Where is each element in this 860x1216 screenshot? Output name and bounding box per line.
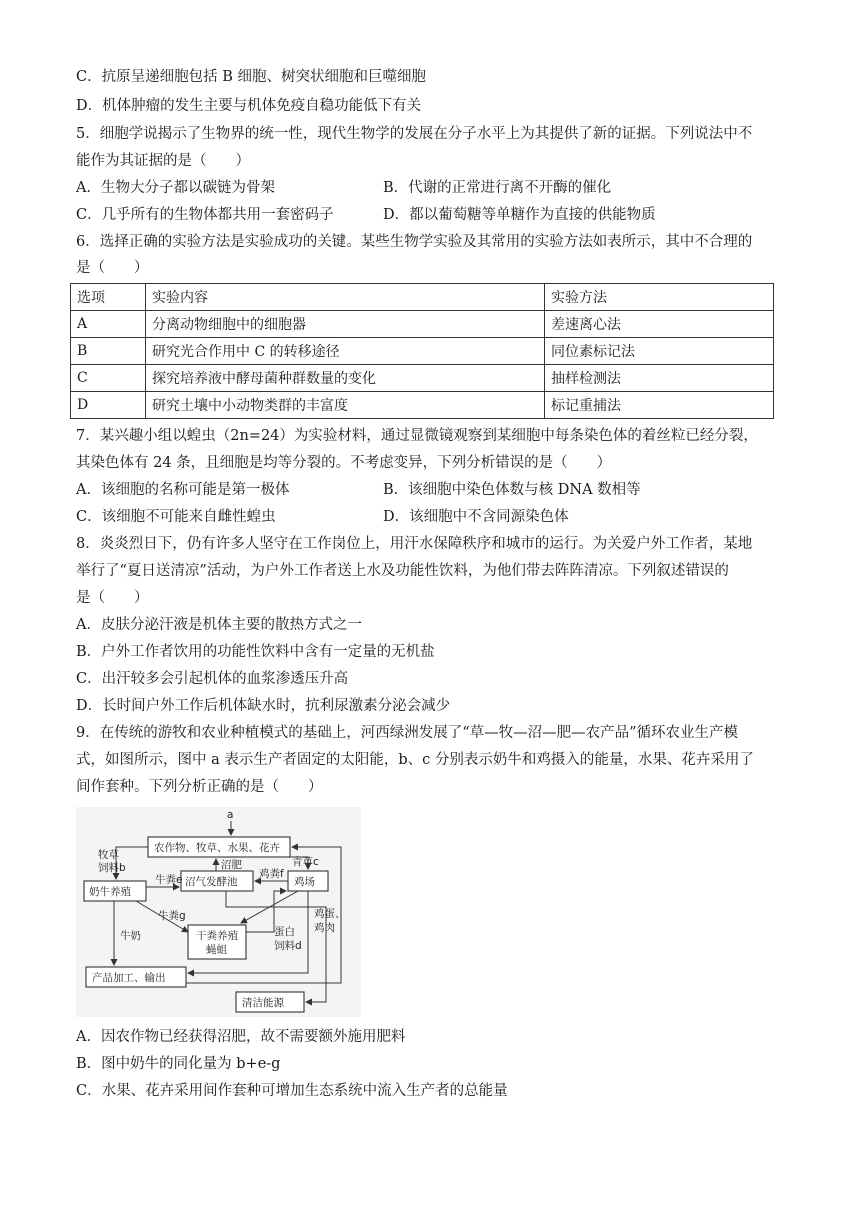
protein-label: 蛋白	[274, 926, 295, 938]
q4-option-d: D．机体肿瘤的发生主要与机体免疫自稳功能低下有关	[76, 98, 422, 114]
q6-stem-1: 6．选择正确的实验方法是实验成功的关键。某些生物学实验及其常用的实验方法如表所示，其中不合理的	[76, 234, 753, 250]
q8-stem-2: 举行了“夏日送清凉”活动，为户外工作者送上水及功能性饮料，为他们带去阵阵清凉。下列叙述错误的	[76, 563, 729, 579]
q7-option-b: B．该细胞中染色体数与核 DNA 数相等	[383, 482, 641, 498]
table-cell: 差速离心法	[545, 311, 774, 338]
dairy-label: 奶牛养殖	[89, 886, 131, 898]
circular-agriculture-diagram	[76, 807, 361, 1017]
energy-label: 清洁能源	[242, 997, 284, 1009]
dung-e-label: 牛粪e	[155, 874, 183, 886]
q9-stem-1: 9．在传统的游牧和农业种植模式的基础上，河西绿洲发展了“草—牧—沼—肥—农产品”循环农业生产模	[76, 725, 739, 741]
q5-option-b: B．代谢的正常进行离不开酶的催化	[383, 180, 612, 196]
q9-option-b: B．图中奶牛的同化量为 b+e-g	[76, 1056, 281, 1072]
q7-option-a: A．该细胞的名称可能是第一极体	[76, 482, 290, 498]
q9-stem-2: 式，如图所示，图中 a 表示生产者固定的太阳能，b、c 分别表示奶牛和鸡摄入的能量，水果、花卉采用了	[76, 752, 754, 768]
table-cell: 研究光合作用中 C 的转移途径	[146, 338, 545, 365]
biogas-fert-label: 沼肥	[221, 859, 242, 871]
q8-stem-3: 是（ ）	[76, 590, 149, 606]
q7-stem-2: 其染色体有 24 条，且细胞是均等分裂的。不考虑变异，下列分析错误的是（ ）	[76, 455, 612, 471]
table-header-row	[71, 284, 774, 311]
table-cell: D	[71, 392, 146, 419]
q5-option-c: C．几乎所有的生物体都共用一套密码子	[76, 207, 334, 223]
q5-option-d: D．都以葡萄糖等单糖作为直接的供能物质	[383, 207, 656, 223]
table-cell: A	[71, 311, 146, 338]
table-row	[71, 365, 774, 392]
feed-b-label: 饲料b	[98, 862, 126, 874]
green-c-label: 青草c	[292, 856, 319, 868]
fly-label: 干粪养殖	[196, 930, 238, 942]
table-header-cell: 选项	[71, 284, 146, 311]
q5-option-a: A．生物大分子都以碳链为骨架	[76, 180, 275, 196]
table-row	[71, 311, 774, 338]
experiment-table	[70, 283, 774, 419]
table-header-cell: 实验方法	[545, 284, 774, 311]
eggs-label: 鸡蛋、	[314, 908, 346, 920]
table-cell: B	[71, 338, 146, 365]
table-cell: 同位素标记法	[545, 338, 774, 365]
table-row	[71, 338, 774, 365]
q5-stem-2: 能作为其证据的是（ ）	[76, 153, 250, 169]
q8-option-a: A．皮肤分泌汗液是机体主要的散热方式之一	[76, 617, 362, 633]
q9-option-c: C．水果、花卉采用间作套种可增加生态系统中流入生产者的总能量	[76, 1083, 508, 1099]
chicken-label: 鸡场	[294, 876, 315, 888]
dung-g-label: 牛粪g	[158, 910, 186, 922]
table-cell: C	[71, 365, 146, 392]
table-cell: 抽样检测法	[545, 365, 774, 392]
q6-stem-2: 是（ ）	[76, 260, 149, 276]
process-label: 产品加工、输出	[92, 972, 166, 984]
table-cell: 探究培养液中酵母菌种群数量的变化	[146, 365, 545, 392]
table-cell: 研究土壤中小动物类群的丰富度	[146, 392, 545, 419]
meat-label: 鸡肉	[314, 922, 335, 934]
table-cell: 分离动物细胞中的细胞器	[146, 311, 545, 338]
q9-option-a: A．因农作物已经获得沼肥，故不需要额外施用肥料	[76, 1029, 406, 1045]
q4-option-c: C．抗原呈递细胞包括 B 细胞、树突状细胞和巨噬细胞	[76, 69, 426, 85]
q8-option-c: C．出汗较多会引起机体的血浆渗透压升高	[76, 671, 349, 687]
q7-option-d: D．该细胞中不含同源染色体	[383, 509, 569, 525]
q8-option-d: D．长时间户外工作后机体缺水时，抗利尿激素分泌会减少	[76, 698, 451, 714]
q8-stem-1: 8．炎炎烈日下，仍有许多人坚守在工作岗位上，用汗水保障秩序和城市的运行。为关爱户外工作者，某地	[76, 536, 753, 552]
table-header-cell: 实验内容	[146, 284, 545, 311]
feed-d-label: 饲料d	[274, 940, 302, 952]
digester-label: 沼气发酵池	[185, 876, 238, 888]
chicken-f-label: 鸡粪f	[259, 868, 284, 880]
crops-label: 农作物、牧草、水果、花卉	[154, 842, 280, 854]
q9-stem-3: 间作套种。下列分析正确的是（ ）	[76, 779, 323, 795]
label-a: a	[227, 809, 234, 821]
q5-stem-1: 5．细胞学说揭示了生物界的统一性，现代生物学的发展在分子水平上为其提供了新的证据。下列说法中不	[76, 126, 753, 142]
fly-label-2: 蝇蛆	[206, 944, 227, 956]
q7-option-c: C．该细胞不可能来自雌性蝗虫	[76, 509, 276, 525]
forage-label: 牧草	[98, 849, 119, 861]
table-cell: 标记重捕法	[545, 392, 774, 419]
table-row	[71, 392, 774, 419]
milk-label: 牛奶	[120, 930, 141, 942]
q7-stem-1: 7．某兴趣小组以蝗虫（2n=24）为实验材料，通过显微镜观察到某细胞中每条染色体的着丝粒已经分裂，	[76, 428, 758, 444]
q8-option-b: B．户外工作者饮用的功能性饮料中含有一定量的无机盐	[76, 644, 435, 660]
